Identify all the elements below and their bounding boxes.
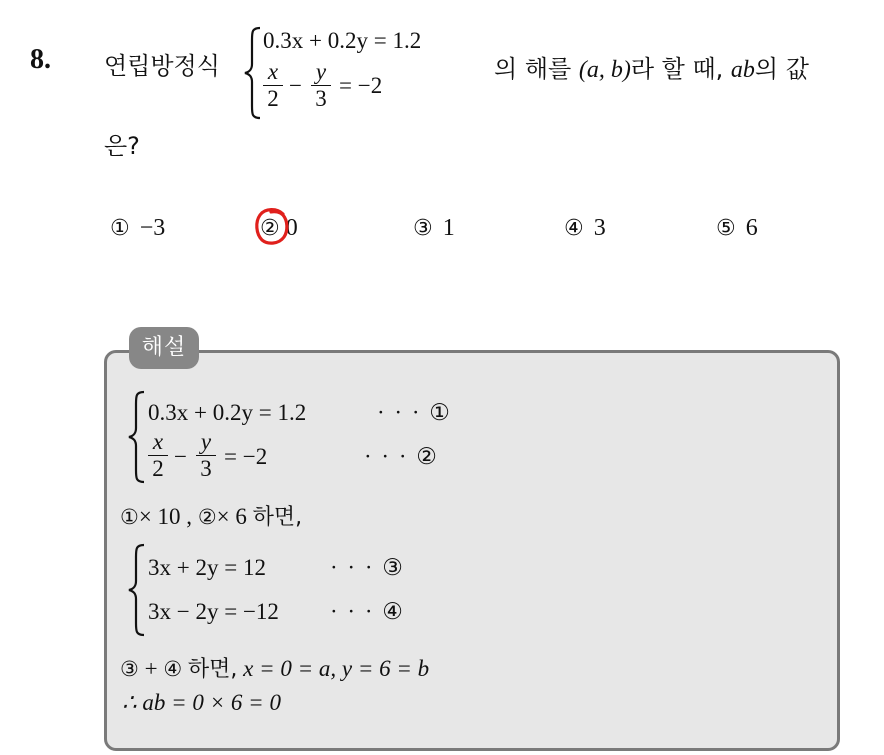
choice-5-marker: ⑤ — [716, 216, 736, 241]
solution-equation-1: 0.3x + 0.2y = 1.2 — [148, 400, 307, 425]
question-number: 8. — [30, 44, 51, 75]
choice-1[interactable] — [110, 215, 165, 242]
choice-2-value: 0 — [285, 215, 298, 241]
solution-minus-sign: − — [174, 444, 187, 469]
selected-answer-circle — [253, 206, 291, 246]
solution-equation-1-ref: · · · ① — [377, 400, 452, 425]
choice-1-marker: ① — [110, 216, 130, 241]
choice-4-value: 3 — [593, 215, 606, 241]
system-fraction-y-over-3: y 3 — [311, 60, 331, 111]
choice-3-value: 1 — [442, 215, 455, 241]
choice-1-value: −3 — [139, 215, 166, 241]
product-variable: ab — [730, 57, 755, 83]
solution-step-1: ①× 10 , ②× 6 하면, — [120, 504, 303, 530]
solution-step-2: ③ + ④ 하면, x = 0 = a, y = 6 = b — [120, 656, 430, 682]
question-lead-text: 연립방정식 — [104, 52, 220, 80]
choice-2-marker: ② — [260, 216, 280, 241]
solution-fraction-y-over-3: y 3 — [196, 430, 216, 481]
system-equation-2-rhs: = −2 — [339, 73, 383, 98]
solution-pair: (a, b) — [578, 57, 631, 83]
solution-equation-2-rhs: = −2 — [224, 444, 268, 469]
question-tail: 의 해를 (a, b)라 할 때, ab의 값 — [494, 55, 809, 83]
choice-4-marker: ④ — [564, 216, 584, 241]
solution-conclusion: ∴ ab = 0 × 6 = 0 — [122, 690, 281, 715]
solution-equation-3-ref: · · · ③ — [330, 555, 405, 580]
system-brace — [244, 26, 262, 120]
choice-5-value: 6 — [745, 215, 758, 241]
system-minus-sign: − — [289, 73, 302, 98]
solution-system-2-brace — [128, 543, 146, 637]
solution-equation-4: 3x − 2y = −12 — [148, 599, 279, 624]
system-equation-1: 0.3x + 0.2y = 1.2 — [263, 28, 422, 53]
solution-fraction-x-over-2: x 2 — [148, 430, 168, 481]
solution-equation-3: 3x + 2y = 12 — [148, 555, 266, 580]
solution-tag: 해설 — [129, 327, 199, 369]
choice-4[interactable] — [564, 215, 606, 242]
choice-5[interactable] — [716, 215, 758, 242]
question-continuation: 은? — [104, 132, 140, 160]
choice-3[interactable] — [413, 215, 455, 242]
system-fraction-x-over-2: x 2 — [263, 60, 283, 111]
choice-3-marker: ③ — [413, 216, 433, 241]
solution-equation-2-ref: · · · ② — [364, 444, 439, 469]
solution-equation-4-ref: · · · ④ — [330, 599, 405, 624]
solution-system-1-brace — [128, 390, 146, 484]
